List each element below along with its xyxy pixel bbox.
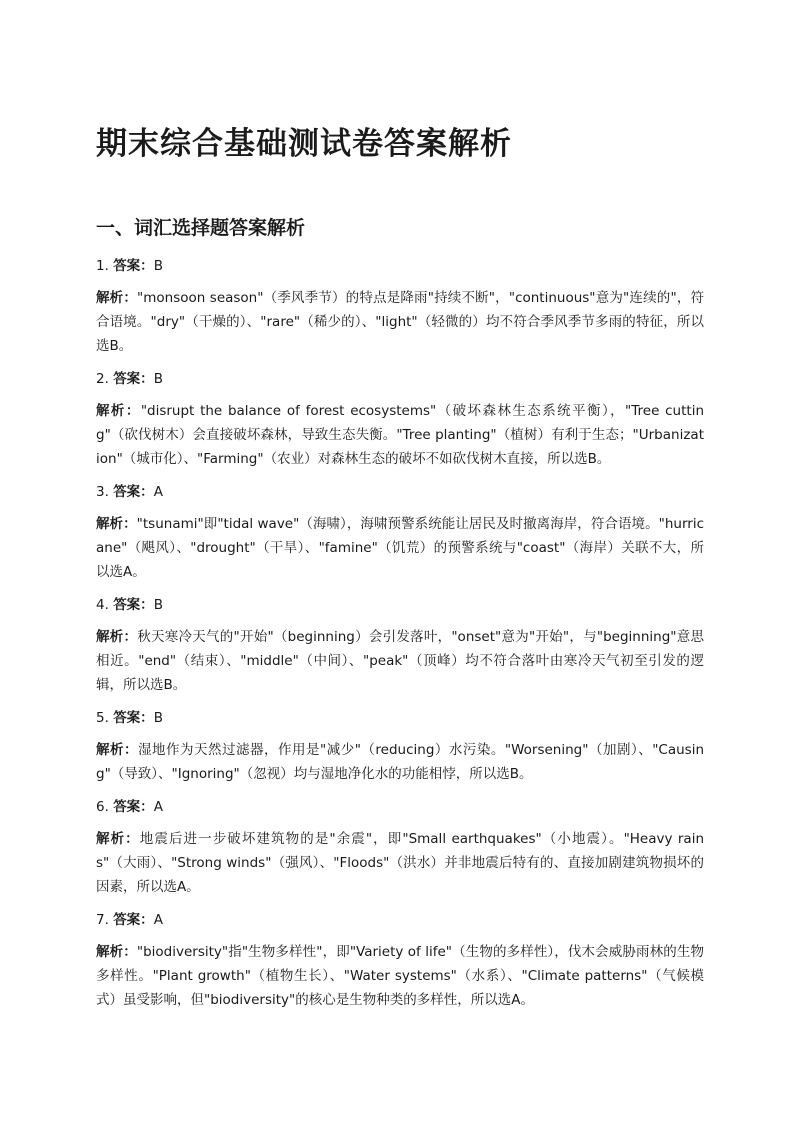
answer-label: 答案：: [113, 258, 154, 274]
answer-label: 答案：: [113, 371, 154, 387]
answer-value: A: [153, 799, 163, 815]
answer-value: B: [153, 710, 163, 726]
analysis-label: 解析：: [96, 516, 137, 532]
analysis-text: [96, 738, 704, 786]
answer-line: [96, 706, 704, 730]
answer-value: B: [153, 258, 163, 274]
analysis-body: 地震后进一步破坏建筑物的是"余震"，即"Small earthquakes"（小地震）。"Heavy rains"（大雨）、"Strong winds"（强风）、"Floods"（洪水）并非地震后特有的、直接加剧建筑物损坏的因素，所以选A。: [96, 831, 704, 895]
analysis-text: [96, 286, 704, 358]
analysis-label: 解析：: [96, 290, 138, 306]
analysis-text: [96, 512, 704, 584]
analysis-body: "disrupt the balance of forest ecosystems"（破坏森林生态系统平衡），"Tree cutting"（砍伐树木）会直接破坏森林，导致生态失衡。"Tree planting"（植树）有利于生态；"Urbanization"（城市化）、"Farming"（农业）对森林生态的破坏不如砍伐树木直接，所以选B。: [96, 403, 704, 467]
item-number: 3.: [96, 484, 109, 500]
answer-value: B: [153, 597, 163, 613]
answer-item-6: [96, 795, 704, 899]
analysis-text: [96, 827, 704, 899]
analysis-text: [96, 399, 704, 471]
analysis-label: 解析：: [96, 831, 140, 847]
analysis-body: "monsoon season"（季风季节）的特点是降雨"持续不断"，"continuous"意为"连续的"，符合语境。"dry"（干燥的）、"rare"（稀少的）、"light"（轻微的）均不符合季风季节多雨的特征，所以选B。: [96, 290, 705, 354]
answer-item-2: [96, 367, 704, 471]
answer-label: 答案：: [113, 597, 154, 613]
answer-label: 答案：: [113, 484, 154, 500]
answer-label: 答案：: [113, 710, 154, 726]
analysis-body: 秋天寒冷天气的"开始"（beginning）会引发落叶，"onset"意为"开始"，与"beginning"意思相近。"end"（结束）、"middle"（中间）、"peak"（顶峰）均不符合落叶由寒冷天气初至引发的逻辑，所以选B。: [96, 629, 704, 693]
analysis-label: 解析：: [96, 742, 138, 758]
answer-line: [96, 795, 704, 819]
analysis-label: 解析：: [96, 403, 141, 419]
answer-item-1: [96, 254, 704, 358]
item-number: 1.: [96, 258, 109, 274]
answer-label: 答案：: [113, 799, 154, 815]
answer-item-7: [96, 908, 704, 1012]
item-number: 6.: [96, 799, 109, 815]
answer-value: A: [153, 912, 163, 928]
analysis-text: [96, 940, 704, 1012]
analysis-label: 解析：: [96, 629, 138, 645]
section-heading: 一、词汇选择题答案解析: [96, 217, 306, 239]
answer-item-5: [96, 706, 704, 786]
answer-value: B: [153, 371, 163, 387]
answer-item-3: [96, 480, 704, 584]
answer-line: [96, 480, 704, 504]
item-number: 2.: [96, 371, 109, 387]
answer-item-4: [96, 593, 704, 697]
answer-line: [96, 908, 704, 932]
answer-line: [96, 593, 704, 617]
document-title: 期末综合基础测试卷答案解析: [96, 126, 512, 162]
answer-label: 答案：: [113, 912, 154, 928]
item-number: 4.: [96, 597, 109, 613]
analysis-label: 解析：: [96, 944, 137, 960]
answer-list: [96, 254, 704, 1021]
analysis-body: 湿地作为天然过滤器，作用是"减少"（reducing）水污染。"Worsening"（加剧）、"Causing"（导致）、"Ignoring"（忽视）均与湿地净化水的功能相悖，所以选B。: [96, 742, 704, 782]
answer-line: [96, 254, 704, 278]
item-number: 5.: [96, 710, 109, 726]
analysis-body: "biodiversity"指"生物多样性"，即"Variety of life"（生物的多样性），伐木会威胁雨林的生物多样性。"Plant growth"（植物生长）、"Water systems"（水系）、"Climate patterns"（气候模式）虽受影响，但"biodiversity"的核心是生物种类的多样性，所以选A。: [96, 944, 704, 1008]
answer-line: [96, 367, 704, 391]
analysis-body: "tsunami"即"tidal wave"（海啸），海啸预警系统能让居民及时撤离海岸，符合语境。"hurricane"（飓风）、"drought"（干旱）、"famine"（饥荒）的预警系统与"coast"（海岸）关联不大，所以选A。: [96, 516, 704, 580]
answer-value: A: [153, 484, 163, 500]
analysis-text: [96, 625, 704, 697]
item-number: 7.: [96, 912, 109, 928]
